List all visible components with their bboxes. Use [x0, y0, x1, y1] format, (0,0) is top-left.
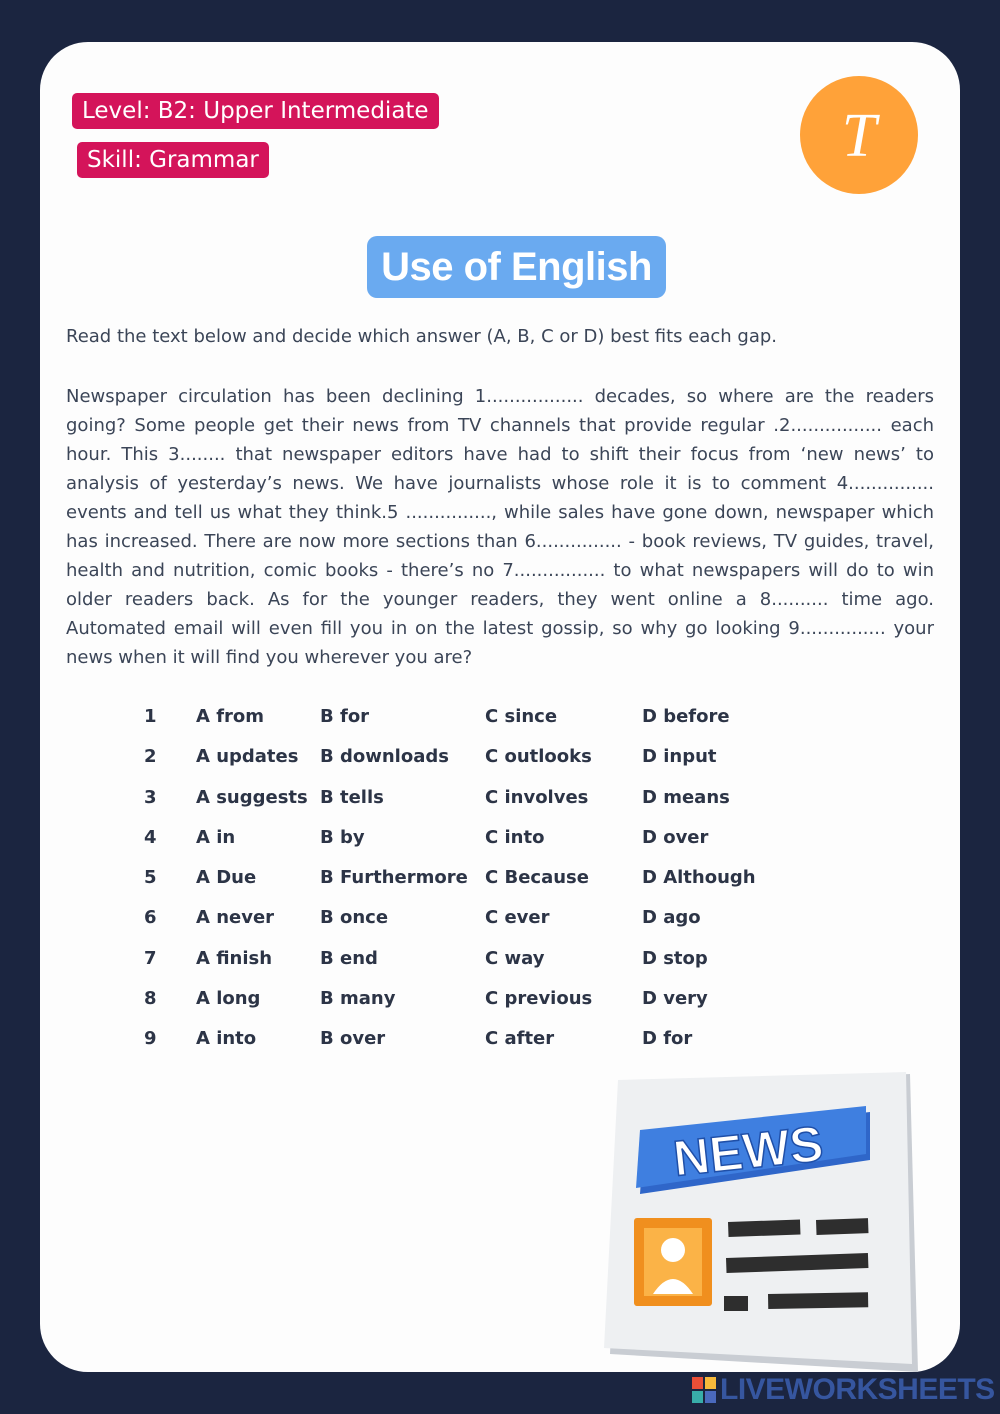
liveworksheets-watermark [692, 1373, 995, 1406]
option-d[interactable]: D means [642, 786, 730, 808]
question-number: 2 [144, 746, 157, 768]
option-c[interactable]: C into [485, 826, 545, 848]
option-a[interactable]: A Due [196, 867, 257, 889]
question-number: 6 [144, 907, 157, 929]
option-a[interactable]: A finish [196, 947, 273, 969]
logo-badge [800, 76, 918, 194]
option-d[interactable]: D Although [642, 867, 756, 889]
question-number: 4 [144, 826, 157, 848]
option-a[interactable]: A suggests [196, 786, 308, 808]
option-b[interactable]: B over [320, 1028, 386, 1050]
question-number: 9 [144, 1028, 157, 1050]
logo-icon [824, 100, 894, 170]
question-number: 5 [144, 867, 157, 889]
watermark-text: LIVEWORKSHEETS [720, 1373, 995, 1406]
option-b[interactable]: B downloads [320, 746, 449, 768]
option-c[interactable]: C involves [485, 786, 589, 808]
skill-tag: Skill: Grammar [77, 142, 269, 178]
option-a[interactable]: A updates [196, 746, 299, 768]
option-a[interactable]: A from [196, 706, 265, 727]
option-b[interactable]: B many [320, 988, 396, 1010]
option-b[interactable]: B Furthermore [320, 867, 468, 889]
option-c[interactable]: C Because [485, 867, 589, 889]
option-d[interactable]: D for [642, 1028, 693, 1050]
worksheet-card [40, 42, 960, 1372]
option-b[interactable]: B end [320, 947, 378, 969]
question-number: 3 [144, 786, 157, 808]
option-c[interactable]: C ever [485, 907, 550, 929]
option-c[interactable]: C outlooks [485, 746, 592, 768]
instructions-text: Read the text below and decide which answer (A, B, C or D) best fits each gap. [66, 326, 777, 347]
option-b[interactable]: B for [320, 706, 370, 727]
news-headline: NEWS [670, 1115, 826, 1187]
option-d[interactable]: D very [642, 988, 708, 1010]
option-c[interactable]: C way [485, 947, 545, 969]
option-b[interactable]: B by [320, 826, 365, 848]
option-d[interactable]: D stop [642, 947, 708, 969]
option-c[interactable]: C since [485, 706, 558, 727]
option-d[interactable]: D over [642, 826, 709, 848]
option-d[interactable]: D ago [642, 907, 701, 929]
question-number: 1 [144, 706, 157, 727]
option-a[interactable]: A into [196, 1028, 257, 1050]
option-a[interactable]: A never [196, 907, 275, 929]
option-a[interactable]: A long [196, 988, 261, 1010]
option-c[interactable]: C previous [485, 988, 593, 1010]
question-number: 7 [144, 947, 157, 969]
page-title: Use of English [367, 236, 666, 298]
option-b[interactable]: B once [320, 907, 389, 929]
option-a[interactable]: A in [196, 826, 236, 848]
question-number: 8 [144, 988, 157, 1010]
option-c[interactable]: C after [485, 1028, 555, 1050]
level-tag: Level: B2: Upper Intermediate [72, 93, 439, 129]
option-d[interactable]: D input [642, 746, 717, 768]
liveworksheets-logo-icon [692, 1377, 716, 1403]
option-d[interactable]: D before [642, 706, 730, 727]
option-b[interactable]: B tells [320, 786, 384, 808]
newspaper-icon [600, 1072, 930, 1372]
reading-passage: Newspaper circulation has been declining 1................. decades, so where are the readers going? Some people get their news from TV channels that provide regular .2................ each hour. This 3........ that newspaper editors have had to shift their focus from ‘new news’ to analysis of yesterday’s news. We have journalists whose role it is to comment 4............... events and tell us what they think.5 ..............., while sales have gone down, newspaper which has increased. There are now more sections than 6............... - book reviews, TV guides, travel, health and nutrition, comic books - there’s no 7................ to what newspapers will do to win older readers back. As for the younger readers, they went online a 8.......... time ago. Automated email will even fill you in on the latest gossip, so why go looking 9............... your news when it will find you wherever you are? [66, 386, 934, 668]
logo-letter: T [841, 102, 877, 170]
